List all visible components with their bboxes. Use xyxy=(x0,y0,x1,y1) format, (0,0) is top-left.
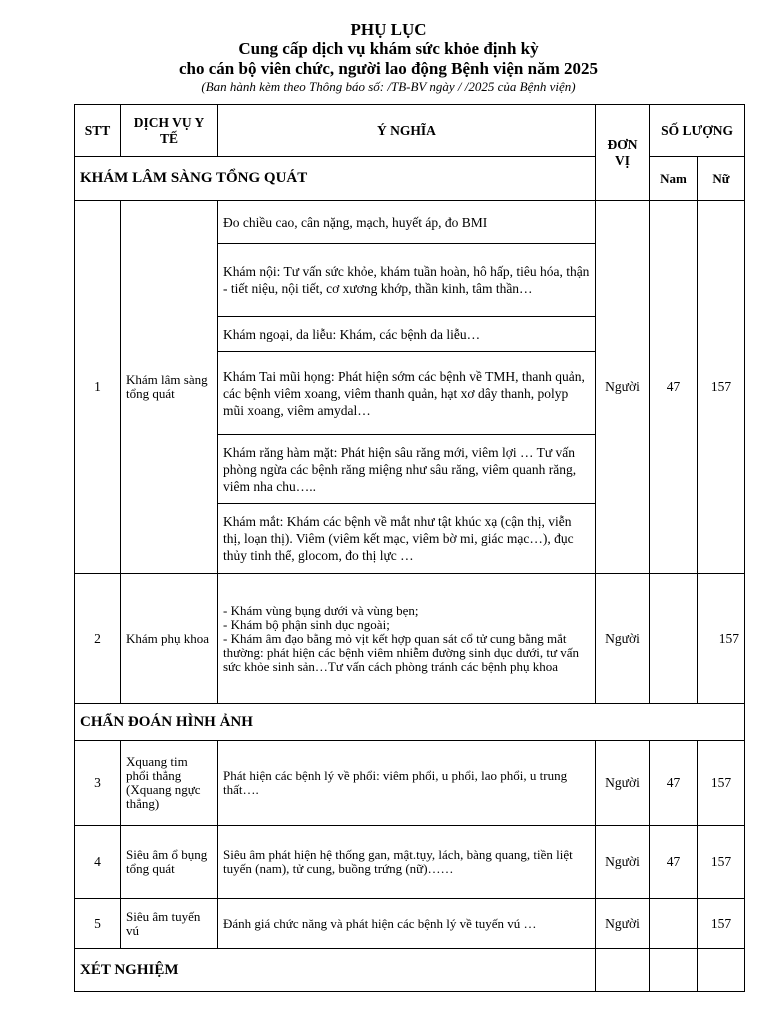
row1-item-2: Khám nội: Tư vấn sức khỏe, khám tuần hoàn, hô hấp, tiêu hóa, thận - tiết niệu, nội tiết, cơ xương khớp, thần kinh, tâm thần… xyxy=(218,244,596,317)
row1-unit: Người xyxy=(596,201,650,574)
table-row xyxy=(75,201,745,244)
section-lab: XÉT NGHIỆM xyxy=(75,949,596,992)
row1-item-4: Khám Tai mũi họng: Phát hiện sớm các bệnh về TMH, thanh quản, các bệnh viêm xoang, viêm thanh quản, hạt xơ dây thanh, polyp mũi xoang, viêm amydal… xyxy=(218,352,596,435)
row3-meaning: Phát hiện các bệnh lý về phổi: viêm phổi, u phổi, lao phổi, u trung thất…. xyxy=(218,741,596,826)
row3-male: 47 xyxy=(650,741,698,826)
row1-item-1: Đo chiều cao, cân nặng, mạch, huyết áp, đo BMI xyxy=(218,201,596,244)
section-row xyxy=(75,704,745,741)
section-row xyxy=(75,949,745,992)
row2-stt: 2 xyxy=(75,574,121,704)
section-imaging: CHẨN ĐOÁN HÌNH ẢNH xyxy=(75,704,745,741)
empty-cell xyxy=(650,949,698,992)
row1-item-6: Khám mắt: Khám các bệnh về mắt như tật khúc xạ (cận thị, viễn thị, loạn thị). Viêm (viêm kết mạc, viêm bờ mi, giác mạc…), đục thủy tinh thể, glocom, đo thị lực … xyxy=(218,504,596,574)
row1-stt: 1 xyxy=(75,201,121,574)
row2-line-3: - Khám âm đạo bằng mỏ vịt kết hợp quan sát cổ tử cung bằng mắt thường: phát hiện các bệnh viêm nhiễm đường sinh dục dưới, tư vấn sức khỏe sinh sản…Tư vấn cách phòng tránh các bệnh phụ khoa xyxy=(223,630,580,674)
table-row xyxy=(75,741,745,826)
row1-female: 157 xyxy=(698,201,745,574)
row3-female: 157 xyxy=(698,741,745,826)
row3-stt: 3 xyxy=(75,741,121,826)
row2-female: 157 xyxy=(698,574,745,704)
col-service: DỊCH VỤ Y TẾ xyxy=(121,105,218,157)
row4-stt: 4 xyxy=(75,826,121,899)
row1-service: Khám lâm sàng tổng quát xyxy=(121,201,218,574)
row4-service: Siêu âm ổ bụng tổng quát xyxy=(121,826,218,899)
row5-service: Siêu âm tuyến vú xyxy=(121,899,218,949)
row3-unit: Người xyxy=(596,741,650,826)
row1-male: 47 xyxy=(650,201,698,574)
row5-unit: Người xyxy=(596,899,650,949)
empty-cell xyxy=(698,949,745,992)
row2-meaning xyxy=(218,574,596,704)
table-row xyxy=(75,899,745,949)
doc-subtitle-2: cho cán bộ viên chức, người lao động Bệnh viện năm 2025 xyxy=(179,59,598,78)
col-unit: ĐƠN VỊ xyxy=(596,105,650,201)
row2-service: Khám phụ khoa xyxy=(121,574,218,704)
col-male: Nam xyxy=(650,157,698,201)
row4-meaning: Siêu âm phát hiện hệ thống gan, mật.tụy, lách, bàng quang, tiền liệt tuyến (nam), tử cung, buồng trứng (nữ)…… xyxy=(218,826,596,899)
doc-subtitle-1: Cung cấp dịch vụ khám sức khỏe định kỳ xyxy=(238,39,539,58)
row4-unit: Người xyxy=(596,826,650,899)
col-stt: STT xyxy=(75,105,121,157)
empty-cell xyxy=(596,949,650,992)
row2-line-1: - Khám vùng bụng dưới và vùng bẹn; xyxy=(223,602,419,618)
document-header xyxy=(0,20,777,94)
col-female: Nữ xyxy=(698,157,745,201)
doc-title: PHỤ LỤC xyxy=(350,20,427,39)
row5-female: 157 xyxy=(698,899,745,949)
row4-female: 157 xyxy=(698,826,745,899)
col-meaning: Ý NGHĨA xyxy=(218,105,596,157)
row5-meaning: Đánh giá chức năng và phát hiện các bệnh lý về tuyến vú … xyxy=(218,899,596,949)
services-table xyxy=(74,104,745,992)
table-row xyxy=(75,826,745,899)
row2-line-2: - Khám bộ phận sinh dục ngoài; xyxy=(223,616,390,632)
row5-stt: 5 xyxy=(75,899,121,949)
table-row xyxy=(75,574,745,704)
header-row xyxy=(75,105,745,157)
col-qty: SỐ LƯỢNG xyxy=(650,105,745,157)
row1-item-5: Khám răng hàm mặt: Phát hiện sâu răng mới, viêm lợi … Tư vấn phòng ngừa các bệnh răng miệng như sâu răng, viêm quanh răng, viêm nha chu….. xyxy=(218,435,596,504)
section-clinical: KHÁM LÂM SÀNG TỔNG QUÁT xyxy=(75,157,596,201)
row3-service: Xquang tim phổi thẳng (Xquang ngực thẳng) xyxy=(121,741,218,826)
row5-male xyxy=(650,899,698,949)
row1-item-3: Khám ngoại, da liễu: Khám, các bệnh da liễu… xyxy=(218,317,596,352)
doc-issuance-note: (Ban hành kèm theo Thông báo số: /TB-BV ngày / /2025 của Bệnh viện) xyxy=(201,79,576,94)
row4-male: 47 xyxy=(650,826,698,899)
row2-male xyxy=(650,574,698,704)
row2-unit: Người xyxy=(596,574,650,704)
